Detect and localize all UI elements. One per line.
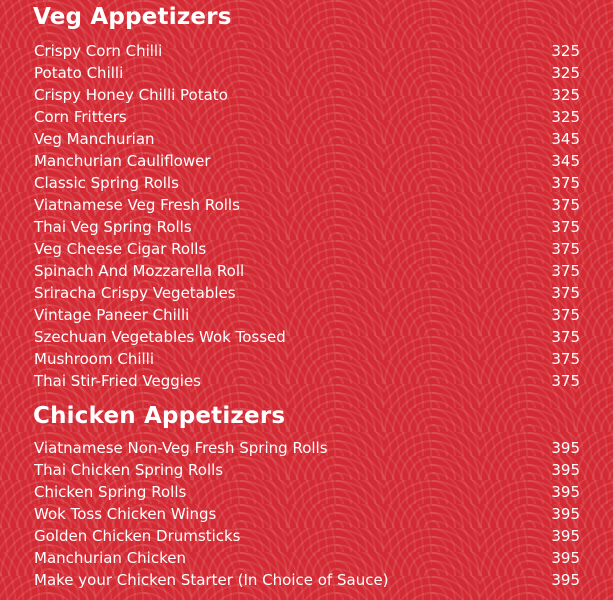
item-name: Chicken Spring Rolls [34, 483, 187, 501]
item-price: 395 [551, 549, 580, 567]
menu-item [34, 260, 580, 282]
item-name: Veg Cheese Cigar Rolls [34, 240, 207, 258]
item-name: Classic Spring Rolls [34, 174, 179, 192]
item-price: 345 [551, 130, 580, 148]
menu-item [34, 194, 580, 216]
item-name: Golden Chicken Drumsticks [34, 527, 241, 545]
item-name: Szechuan Vegetables Wok Tossed [34, 328, 286, 346]
menu-item [34, 459, 580, 481]
item-name: Vintage Paneer Chilli [34, 306, 190, 324]
menu-item [34, 569, 580, 591]
menu-item [34, 437, 580, 459]
menu-item [34, 547, 580, 569]
item-price: 325 [551, 64, 580, 82]
menu-item [34, 348, 580, 370]
item-price: 375 [551, 240, 580, 258]
item-price: 325 [551, 86, 580, 104]
item-price: 375 [551, 218, 580, 236]
item-price: 375 [551, 262, 580, 280]
item-price: 325 [551, 42, 580, 60]
item-price: 375 [551, 284, 580, 302]
item-name: Manchurian Cauliflower [34, 152, 211, 170]
menu-item [34, 62, 580, 84]
item-name: Potato Chilli [34, 64, 124, 82]
item-name: Sriracha Crispy Vegetables [34, 284, 236, 302]
item-name: Mushroom Chilli [34, 350, 154, 368]
item-price: 375 [551, 350, 580, 368]
item-name: Crispy Corn Chilli [34, 42, 163, 60]
menu-item [34, 282, 580, 304]
menu-item [34, 525, 580, 547]
section-title-chicken-appetizers: Chicken Appetizers [33, 403, 286, 429]
menu-item [34, 304, 580, 326]
item-name: Manchurian Chicken [34, 549, 186, 567]
menu-item [34, 503, 580, 525]
item-price: 395 [551, 483, 580, 501]
item-name: Thai Stir-Fried Veggies [34, 372, 201, 390]
item-price: 375 [551, 174, 580, 192]
menu-item [34, 370, 580, 392]
menu-item [34, 128, 580, 150]
item-name: Veg Manchurian [34, 130, 155, 148]
menu-item [34, 106, 580, 128]
menu-item [34, 172, 580, 194]
item-price: 375 [551, 306, 580, 324]
item-price: 395 [551, 527, 580, 545]
item-price: 395 [551, 571, 580, 589]
item-name: Corn Fritters [34, 108, 127, 126]
menu-item [34, 216, 580, 238]
item-name: Thai Veg Spring Rolls [34, 218, 192, 236]
menu-item [34, 481, 580, 503]
item-name: Viatnamese Non-Veg Fresh Spring Rolls [34, 439, 328, 457]
item-price: 395 [551, 439, 580, 457]
item-price: 395 [551, 461, 580, 479]
item-name: Make your Chicken Starter (In Choice of Sauce) [34, 571, 389, 589]
item-price: 395 [551, 505, 580, 523]
item-name: Crispy Honey Chilli Potato [34, 86, 228, 104]
item-price: 375 [551, 372, 580, 390]
item-price: 375 [551, 196, 580, 214]
item-name: Spinach And Mozzarella Roll [34, 262, 245, 280]
item-name: Thai Chicken Spring Rolls [34, 461, 224, 479]
menu-item [34, 238, 580, 260]
menu-item [34, 150, 580, 172]
menu-item [34, 326, 580, 348]
section-title-veg-appetizers: Veg Appetizers [33, 4, 232, 30]
item-price: 325 [551, 108, 580, 126]
menu-item [34, 84, 580, 106]
menu-item [34, 40, 580, 62]
item-name: Wok Toss Chicken Wings [34, 505, 217, 523]
item-price: 375 [551, 328, 580, 346]
item-price: 345 [551, 152, 580, 170]
item-name: Viatnamese Veg Fresh Rolls [34, 196, 240, 214]
